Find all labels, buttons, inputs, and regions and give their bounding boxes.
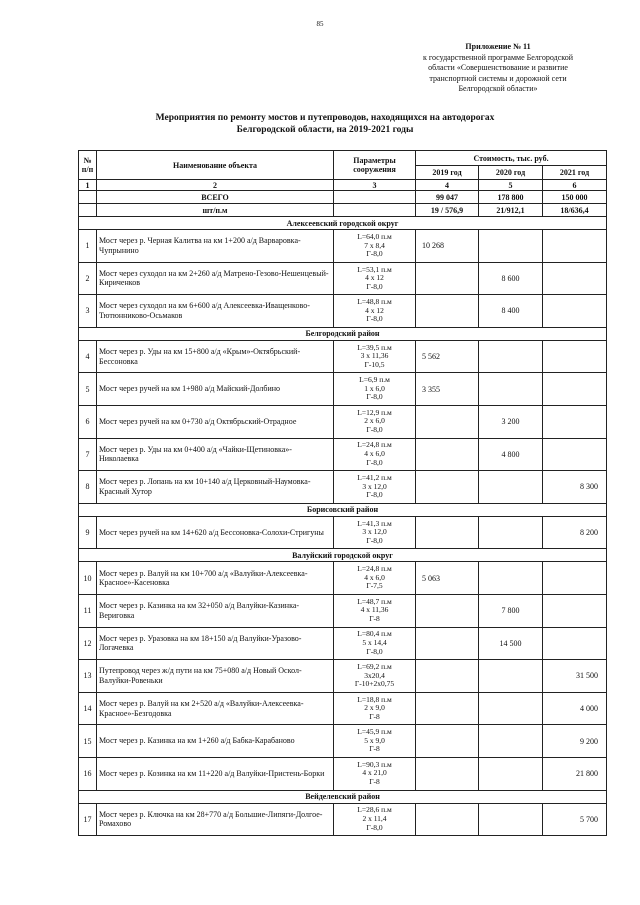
object-params xyxy=(334,471,416,504)
param-line: 2 x 9,0 xyxy=(364,703,385,713)
param-line: L=45,9 п.м xyxy=(357,727,392,737)
colnum: 2 xyxy=(97,180,334,191)
appendix-line: Белгородской области» xyxy=(458,84,538,93)
colnum: 6 xyxy=(543,180,607,191)
table-row xyxy=(79,562,607,595)
cost-2020 xyxy=(479,230,543,263)
cost-2021 xyxy=(543,340,607,373)
param-line: 3 x 12,0 xyxy=(362,481,387,491)
table-row xyxy=(79,471,607,504)
param-line: 3 x 11,36 xyxy=(360,351,389,361)
param-line: 5 x 9,0 xyxy=(364,735,385,745)
row-number: 17 xyxy=(79,803,97,836)
total-2021: 150 000 xyxy=(543,191,607,204)
cost-2019: 5 063 xyxy=(416,562,479,595)
cost-2019 xyxy=(416,295,479,328)
table-row xyxy=(79,594,607,627)
cost-2019 xyxy=(416,262,479,295)
param-line: Г-8 xyxy=(369,744,380,754)
object-params xyxy=(334,516,416,549)
param-line: L=69,2 п.м xyxy=(357,662,392,672)
cost-2021: 9 200 xyxy=(543,725,607,758)
param-line: Г-8,0 xyxy=(366,822,383,832)
district-row xyxy=(79,217,607,230)
cost-2020: 7 800 xyxy=(479,594,543,627)
document-title xyxy=(130,112,520,136)
title-line: Мероприятия по ремонту мостов и путепроводов, находящихся на автодорогах xyxy=(155,113,495,123)
appendix-header xyxy=(398,42,598,95)
cost-2020 xyxy=(479,757,543,790)
param-line: Г-7,5 xyxy=(366,581,383,591)
row-number: 15 xyxy=(79,725,97,758)
row-number: 12 xyxy=(79,627,97,660)
param-line: 4 x 6,0 xyxy=(364,449,385,459)
cost-2019: 5 562 xyxy=(416,340,479,373)
units-2021: 18/636,4 xyxy=(543,204,607,217)
param-line: Г-8,0 xyxy=(366,392,383,402)
param-line: 4 x 12 xyxy=(365,273,384,283)
object-params xyxy=(334,438,416,471)
param-line: 5 x 14,4 xyxy=(362,638,387,648)
object-name: Мост через р. Козинка на км 11+220 а/д Валуйки-Пристень-Борки xyxy=(97,757,334,790)
cost-2021 xyxy=(543,373,607,406)
cost-2020 xyxy=(479,803,543,836)
object-params xyxy=(334,373,416,406)
cost-2021 xyxy=(543,438,607,471)
appendix-number: Приложение № 11 xyxy=(465,42,531,51)
cost-2019 xyxy=(416,438,479,471)
param-line: L=6,9 п.м xyxy=(359,375,390,385)
object-params xyxy=(334,230,416,263)
param-line: Г-8 xyxy=(369,614,380,624)
object-name: Мост через ручей на км 14+620 а/д Бессоновка-Солохи-Стригуны xyxy=(97,516,334,549)
table-row xyxy=(79,660,607,693)
row-number: 7 xyxy=(79,438,97,471)
param-line: Г-10,5 xyxy=(364,359,385,369)
param-line: L=39,5 п.м xyxy=(357,342,392,352)
param-line: L=53,1 п.м xyxy=(357,264,392,274)
object-name: Мост через р. Уды на км 15+800 а/д «Крым»-Октябрьский-Бессоновка xyxy=(97,340,334,373)
appendix-line: к государственной программе Белгородской xyxy=(422,52,574,62)
cost-2019 xyxy=(416,692,479,725)
colnum: 4 xyxy=(416,180,479,191)
table-row xyxy=(79,627,607,660)
header-2020: 2020 год xyxy=(479,166,543,180)
cost-2021 xyxy=(543,262,607,295)
total-2019: 99 047 xyxy=(416,191,479,204)
bridges-table xyxy=(78,150,607,836)
object-params xyxy=(334,262,416,295)
cost-2020: 8 400 xyxy=(479,295,543,328)
row-number: 16 xyxy=(79,757,97,790)
object-params xyxy=(334,405,416,438)
param-line: 4 x 11,36 xyxy=(360,605,389,615)
cost-2021: 31 500 xyxy=(543,660,607,693)
cost-2021: 8 300 xyxy=(543,471,607,504)
units-2020: 21/912,1 xyxy=(479,204,543,217)
param-line: 2 x 6,0 xyxy=(364,416,385,426)
param-line: 3 x 12,0 xyxy=(362,527,387,537)
param-line: Г-8,0 xyxy=(366,646,383,656)
cost-2021 xyxy=(543,405,607,438)
table-row xyxy=(79,340,607,373)
units-2019: 19 / 576,9 xyxy=(416,204,479,217)
page-number: 85 xyxy=(316,20,324,28)
table-row xyxy=(79,803,607,836)
cost-2020 xyxy=(479,471,543,504)
param-line: Г-8,0 xyxy=(366,425,383,435)
row-number: 2 xyxy=(79,262,97,295)
row-number: 6 xyxy=(79,405,97,438)
cost-2021 xyxy=(543,230,607,263)
param-line: L=90,3 п.м xyxy=(357,759,392,769)
district-row xyxy=(79,790,607,803)
row-number: 3 xyxy=(79,295,97,328)
param-line: 4 x 12 xyxy=(365,305,384,315)
district-name: Белгородский район xyxy=(79,327,607,340)
district-name: Алексеевский городской округ xyxy=(79,217,607,230)
cost-2021 xyxy=(543,627,607,660)
object-name: Мост через р. Валуй на км 10+700 а/д «Валуйки-Алексеевка-Красное»-Касеновка xyxy=(97,562,334,595)
param-line: L=64,0 п.м xyxy=(357,231,392,241)
object-params xyxy=(334,725,416,758)
table-row xyxy=(79,516,607,549)
object-name: Мост через р. Уразовка на км 18+150 а/д Валуйки-Уразово-Логачевка xyxy=(97,627,334,660)
units-row xyxy=(79,204,607,217)
cost-2021 xyxy=(543,594,607,627)
row-number: 1 xyxy=(79,230,97,263)
cost-2019 xyxy=(416,757,479,790)
object-name: Мост через р. Уды на км 0+400 а/д «Чайки-Щетиновка»-Николаевка xyxy=(97,438,334,471)
total-2020: 178 800 xyxy=(479,191,543,204)
param-line: Г-10+2x0,75 xyxy=(354,679,395,689)
object-name: Мост через р. Казинка на км 32+050 а/д Валуйки-Казинка-Вериговка xyxy=(97,594,334,627)
table-row xyxy=(79,725,607,758)
table-row xyxy=(79,230,607,263)
row-number: 5 xyxy=(79,373,97,406)
param-line: L=24,8 п.м xyxy=(357,564,392,574)
colnum: 1 xyxy=(79,180,97,191)
cost-2019 xyxy=(416,405,479,438)
table-row xyxy=(79,757,607,790)
cost-2020: 8 600 xyxy=(479,262,543,295)
cost-2021: 21 800 xyxy=(543,757,607,790)
cost-2019 xyxy=(416,725,479,758)
object-name: Мост через р. Валуй на км 2+520 а/д «Валуйки-Алексеевка-Красное»-Безгодовка xyxy=(97,692,334,725)
total-label: ВСЕГО xyxy=(97,191,334,204)
district-name: Вейделевский район xyxy=(79,790,607,803)
header-2021: 2021 год xyxy=(543,166,607,180)
header-2019: 2019 год xyxy=(416,166,479,180)
cost-2021: 5 700 xyxy=(543,803,607,836)
object-name: Мост через р. Лопань на км 10+140 а/д Церковный-Наумовка-Красный Хутор xyxy=(97,471,334,504)
cost-2019 xyxy=(416,803,479,836)
object-name: Мост через р. Ключка на км 28+770 а/д Большие-Липяги-Долгое-Ромахово xyxy=(97,803,334,836)
appendix-line: транспортной системы и дорожной сети xyxy=(429,73,567,83)
cost-2019 xyxy=(416,627,479,660)
object-name: Мост через суходол на км 2+260 а/д Матрено-Гезово-Нешенцевый-Кириченков xyxy=(97,262,334,295)
param-line: L=80,4 п.м xyxy=(357,629,392,639)
cost-2019 xyxy=(416,660,479,693)
cost-2020 xyxy=(479,340,543,373)
param-line: Г-8,0 xyxy=(366,314,383,324)
cost-2021: 8 200 xyxy=(543,516,607,549)
object-params xyxy=(334,340,416,373)
param-line: Г-8,0 xyxy=(366,457,383,467)
cost-2020 xyxy=(479,660,543,693)
row-number: 11 xyxy=(79,594,97,627)
object-params xyxy=(334,660,416,693)
row-number: 13 xyxy=(79,660,97,693)
param-line: 7 x 8,4 xyxy=(364,240,385,250)
object-name: Мост через р. Казинка на км 1+260 а/д Бабка-Карабаново xyxy=(97,725,334,758)
title-line: Белгородской области, на 2019-2021 годы xyxy=(236,125,414,135)
param-line: 4 x 6,0 xyxy=(364,572,385,582)
object-params xyxy=(334,594,416,627)
cost-2019 xyxy=(416,471,479,504)
object-name: Путепровод через ж/д пути на км 75+080 а/д Новый Оскол-Валуйки-Ровеньки xyxy=(97,660,334,693)
cost-2020 xyxy=(479,562,543,595)
object-params xyxy=(334,295,416,328)
param-line: L=18,8 п.м xyxy=(357,694,392,704)
header-num: № п/п xyxy=(79,151,97,180)
param-line: 1 x 6,0 xyxy=(364,383,385,393)
param-line: L=41,2 п.м xyxy=(357,473,392,483)
table-row xyxy=(79,405,607,438)
cost-2019 xyxy=(416,516,479,549)
param-line: L=48,7 п.м xyxy=(357,596,392,606)
row-number: 14 xyxy=(79,692,97,725)
header-params: Параметры сооружения xyxy=(334,151,416,180)
param-line: Г-8,0 xyxy=(366,490,383,500)
object-name: Мост через ручей на км 0+730 а/д Октябрьский-Отрадное xyxy=(97,405,334,438)
cost-2019 xyxy=(416,594,479,627)
district-row xyxy=(79,327,607,340)
cost-2020 xyxy=(479,692,543,725)
param-line: L=41,3 п.м xyxy=(357,518,392,528)
table-row xyxy=(79,438,607,471)
param-line: 4 x 21,0 xyxy=(362,768,387,778)
param-line: Г-8,0 xyxy=(366,281,383,291)
object-params xyxy=(334,627,416,660)
cost-2020: 4 800 xyxy=(479,438,543,471)
district-name: Валуйский городской округ xyxy=(79,549,607,562)
table-row xyxy=(79,692,607,725)
header-name: Наименование объекта xyxy=(97,151,334,180)
param-line: L=12,9 п.м xyxy=(357,407,392,417)
row-number: 10 xyxy=(79,562,97,595)
param-line: 3x20,4 xyxy=(364,670,385,680)
cost-2020 xyxy=(479,725,543,758)
object-name: Мост через ручей на км 1+980 а/д Майский-Долбино xyxy=(97,373,334,406)
object-params xyxy=(334,803,416,836)
object-params xyxy=(334,692,416,725)
cost-2020 xyxy=(479,373,543,406)
param-line: L=48,8 п.м xyxy=(357,297,392,307)
object-name: Мост через р. Черная Калитва на км 1+200 а/д Варваровка-Чупрынино xyxy=(97,230,334,263)
cost-2019: 10 268 xyxy=(416,230,479,263)
row-number: 8 xyxy=(79,471,97,504)
param-line: 2 x 11,4 xyxy=(362,814,387,823)
cost-2020 xyxy=(479,516,543,549)
object-params xyxy=(334,562,416,595)
object-name: Мост через суходол на км 6+600 а/д Алексеевка-Иващенково-Тютюнниково-Осьмаков xyxy=(97,295,334,328)
cost-2021 xyxy=(543,295,607,328)
colnum: 3 xyxy=(334,180,416,191)
cost-2020: 3 200 xyxy=(479,405,543,438)
cost-2021: 4 000 xyxy=(543,692,607,725)
cost-2020: 14 500 xyxy=(479,627,543,660)
units-label: шт/п.м xyxy=(97,204,334,217)
table-row xyxy=(79,262,607,295)
total-row xyxy=(79,191,607,204)
object-params xyxy=(334,757,416,790)
cost-2021 xyxy=(543,562,607,595)
district-name: Борисовский район xyxy=(79,503,607,516)
table-body xyxy=(79,191,607,836)
table-row xyxy=(79,373,607,406)
appendix-line: области «Совершенствование и развитие xyxy=(428,63,568,72)
cost-2019: 3 355 xyxy=(416,373,479,406)
row-number: 4 xyxy=(79,340,97,373)
row-number: 9 xyxy=(79,516,97,549)
param-line: L=28,6 п.м xyxy=(357,805,392,815)
param-line: Г-8,0 xyxy=(366,249,383,259)
district-row xyxy=(79,503,607,516)
district-row xyxy=(79,549,607,562)
param-line: Г-8,0 xyxy=(366,535,383,545)
table-row xyxy=(79,295,607,328)
param-line: Г-8 xyxy=(369,711,380,721)
header-cost: Стоимость, тыс. руб. xyxy=(416,151,607,166)
param-line: L=24,8 п.м xyxy=(357,440,392,450)
param-line: Г-8 xyxy=(369,777,380,786)
colnum: 5 xyxy=(479,180,543,191)
